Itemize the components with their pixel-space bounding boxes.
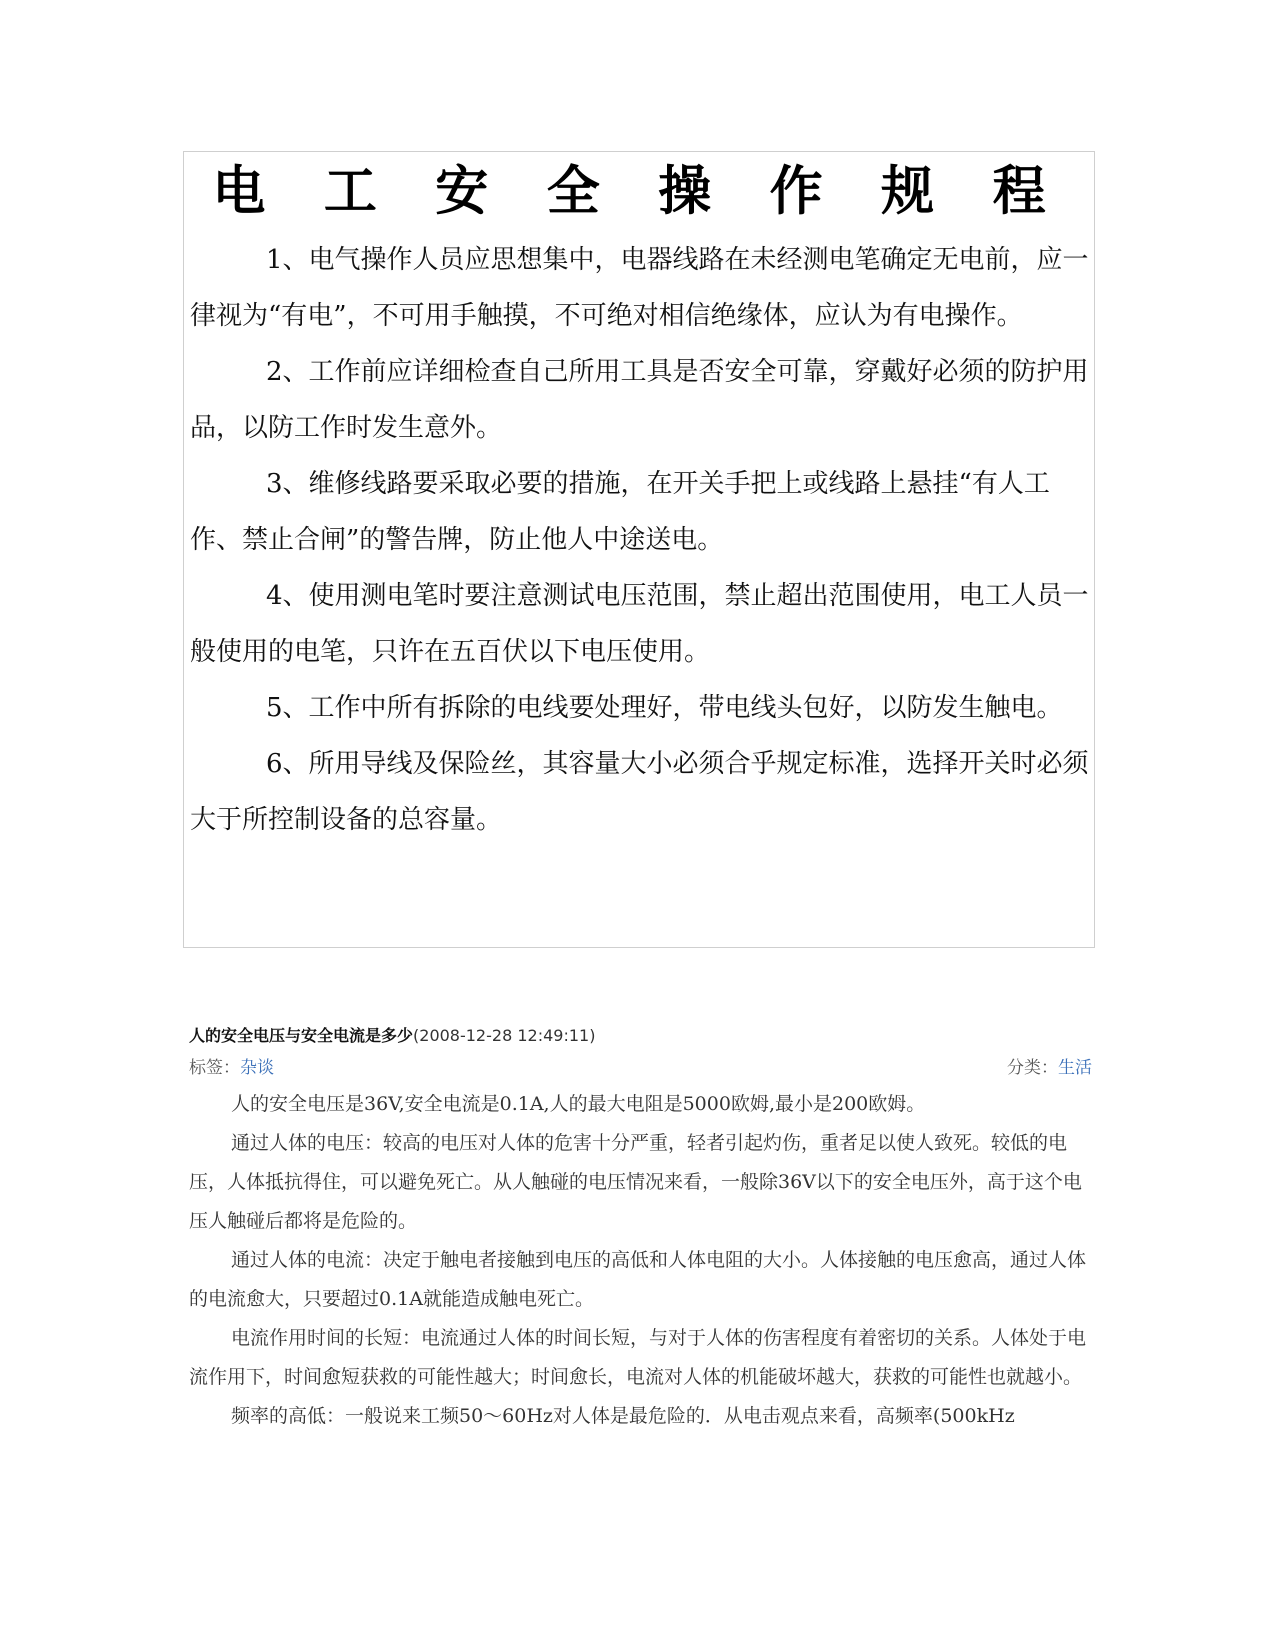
document-title: 电 工 安 全 操 作 规 程 xyxy=(212,160,1066,222)
blog-article xyxy=(189,1024,1092,1436)
rule-item: 6、所用导线及保险丝，其容量大小必须合乎规定标准，选择开关时必须大于所控制设备的总容量。 xyxy=(190,749,1089,835)
rule-item: 4、使用测电笔时要注意测试电压范围，禁止超出范围使用，电工人员一般使用的电笔，只许在五百伏以下电压使用。 xyxy=(190,581,1089,667)
category-label: 分类： xyxy=(1007,1058,1058,1078)
article-paragraph: 电流作用时间的长短：电流通过人体的时间长短，与对于人体的伤害程度有着密切的关系。人体处于电流作用下，时间愈短获救的可能性越大；时间愈长，电流对人体的机能破坏越大，获救的可能性也就越小。 xyxy=(189,1327,1087,1388)
tag-link[interactable]: 杂谈 xyxy=(240,1058,274,1078)
article-heading xyxy=(189,1024,1092,1048)
article-paragraph: 通过人体的电流：决定于触电者接触到电压的高低和人体电阻的大小。人体接触的电压愈高，通过人体的电流愈大，只要超过0.1A就能造成触电死亡。 xyxy=(189,1249,1087,1310)
tag-label: 标签： xyxy=(189,1058,240,1078)
tags xyxy=(189,1056,274,1080)
category-link[interactable]: 生活 xyxy=(1058,1058,1092,1078)
article-date: (2008-12-28 12:49:11) xyxy=(413,1026,596,1045)
article-paragraph: 通过人体的电压：较高的电压对人体的危害十分严重，轻者引起灼伤，重者足以使人致死。较低的电压，人体抵抗得住，可以避免死亡。从人触碰的电压情况来看，一般除36V以下的安全电压外，高于这个电压人触碰后都将是危险的。 xyxy=(189,1132,1082,1232)
article-paragraph: 频率的高低：一般说来工频50～60Hz对人体是最危险的．从电击观点来看，高频率(500kHz xyxy=(231,1405,1015,1427)
rule-item: 2、工作前应详细检查自己所用工具是否安全可靠，穿戴好必须的防护用品，以防工作时发生意外。 xyxy=(190,357,1089,443)
rule-item: 3、维修线路要采取必要的措施，在开关手把上或线路上悬挂“有人工作、禁止合闸”的警告牌，防止他人中途送电。 xyxy=(190,469,1050,555)
rules-list xyxy=(190,232,1090,848)
article-paragraph: 人的安全电压是36V,安全电流是0.1A,人的最大电阻是5000欧姆,最小是200欧姆。 xyxy=(231,1093,926,1115)
article-title: 人的安全电压与安全电流是多少 xyxy=(189,1026,414,1045)
rule-item: 5、工作中所有拆除的电线要处理好，带电线头包好，以防发生触电。 xyxy=(266,693,1063,723)
category xyxy=(1007,1056,1092,1080)
safety-rules-box xyxy=(183,151,1095,948)
rule-item: 1、电气操作人员应思想集中，电器线路在未经测电笔确定无电前，应一律视为“有电”，不可用手触摸，不可绝对相信绝缘体，应认为有电操作。 xyxy=(190,245,1089,331)
article-meta xyxy=(189,1056,1092,1080)
